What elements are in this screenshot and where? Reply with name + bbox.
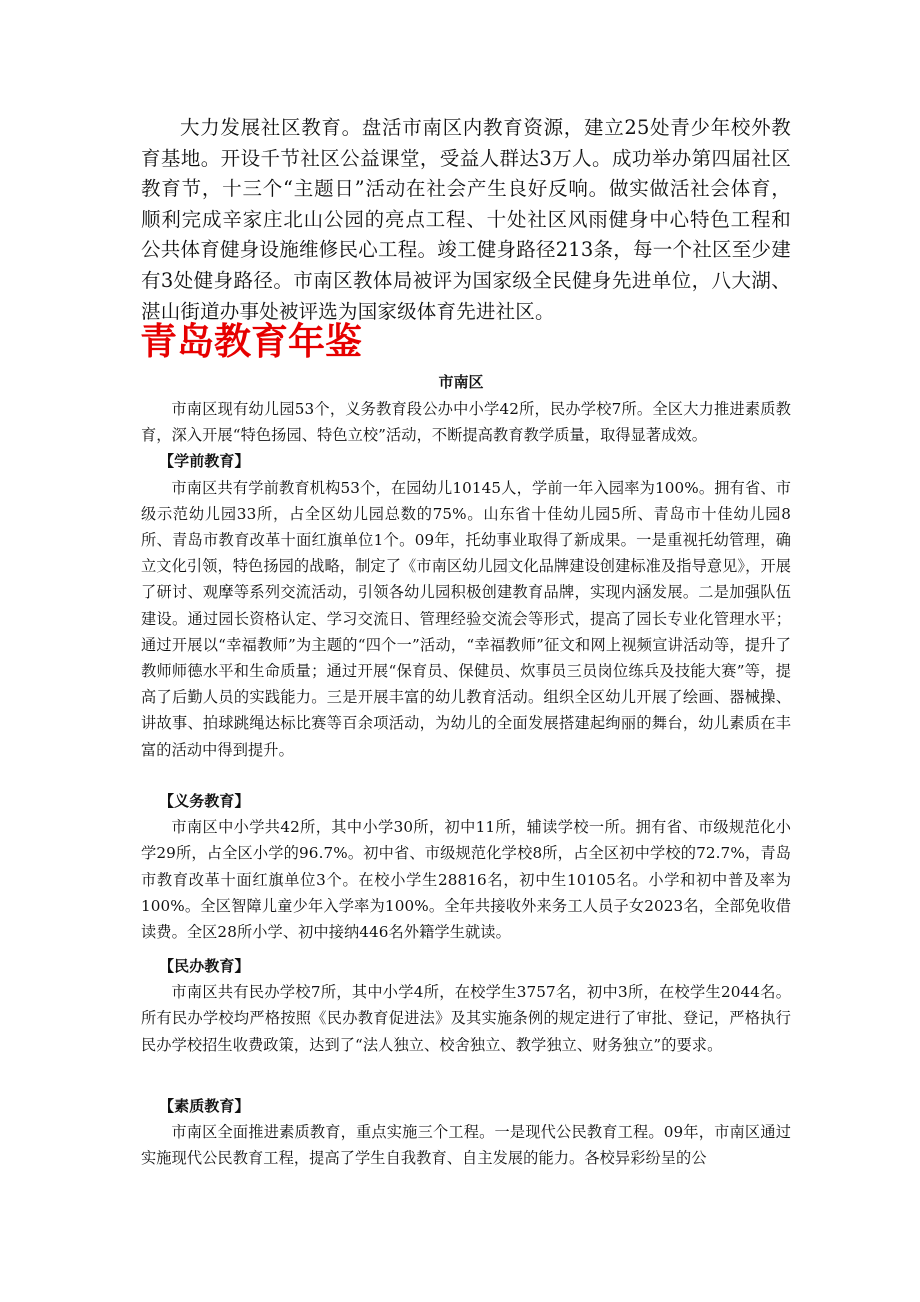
section-heading-private: 【民办教育】 bbox=[159, 957, 250, 975]
quality-block bbox=[141, 1093, 791, 1172]
preschool-block bbox=[141, 396, 791, 763]
private-block bbox=[141, 953, 791, 1058]
section-text-compulsory: 市南区中小学共42所，其中小学30所，初中11所，辅读学校一所。拥有省、市级规范化小学29所，占全区小学的96.7%。初中省、市级规范化学校8所，占全区初中学校的72.7%，青岛市教育改革十面红旗单位3个。在校小学生28816名，初中生10105名。小学和初中普及率为100%。全区智障儿童少年入学率为100%。全年共接收外来务工人员子女2023名，全部免收借读费。全区28所小学、初中接纳446名外籍学生就读。 bbox=[141, 818, 791, 942]
overview-paragraph: 市南区现有幼儿园53个，义务教育段公办中小学42所，民办学校7所。全区大力推进素质教育，深入开展“特色扬园、特色立校”活动，不断提高教育教学质量，取得显著成效。 bbox=[141, 400, 791, 445]
section-heading-preschool: 【学前教育】 bbox=[159, 452, 250, 471]
intro-paragraph: 大力发展社区教育。盘活市南区内教育资源，建立25处青少年校外教育基地。开设千节社区公益课堂，受益人群达3万人。成功举办第四届社区教育节，十三个“主题日”活动在社会产生良好反响。做实做活社会体育，顺利完成辛家庄北山公园的亮点工程、十处社区风雨健身中心特色工程和公共体育健身设施维修民心工程。竣工健身路径213条，每一个社区至少建有3处健身路径。市南区教体局被评为国家级全民健身先进单位，八大湖、湛山街道办事处被评选为国家级体育先进社区。 bbox=[141, 116, 791, 323]
section-text-preschool: 市南区共有学前教育机构53个，在园幼儿10145人，学前一年入园率为100%。拥有省、市级示范幼儿园33所，占全区幼儿园总数的75%。山东省十佳幼儿园5所、青岛市十佳幼儿园8所、青岛市教育改革十面红旗单位1个。09年，托幼事业取得了新成果。一是重视托幼管理，确立文化引领，特色扬园的战略，制定了《市南区幼儿园文化品牌建设创建标准及指导意见》，开展了研讨、观摩等系列交流活动，引领各幼儿园积极创建教育品牌，实现内涵发展。二是加强队伍建设。通过园长资格认定、学习交流日、管理经验交流会等形式，提高了园长专业化管理水平；通过开展以“幸福教师”为主题的“四个一”活动，“幸福教师”征文和网上视频宣讲活动等，提升了教师师德水平和生命质量；通过开展“保育员、保健员、炊事员三员岗位练兵及技能大赛”等，提高了后勤人员的实践能力。三是开展丰富的幼儿教育活动。组织全区幼儿开展了绘画、器械操、讲故事、拍球跳绳达标比赛等百余项活动，为幼儿的全面发展搭建起绚丽的舞台，幼儿素质在丰富的活动中得到提升。 bbox=[141, 478, 791, 759]
district-title: 市南区 bbox=[438, 373, 484, 391]
intro-section bbox=[141, 113, 791, 327]
section-text-quality: 市南区全面推进素质教育，重点实施三个工程。一是现代公民教育工程。09年，市南区通过实施现代公民教育工程，提高了学生自我教育、自主发展的能力。各校异彩纷呈的公 bbox=[141, 1123, 791, 1168]
yearbook-title: 青岛教育年鉴 bbox=[140, 320, 362, 363]
section-heading-quality: 【素质教育】 bbox=[159, 1097, 250, 1115]
section-heading-compulsory: 【义务教育】 bbox=[159, 792, 250, 810]
compulsory-block bbox=[141, 788, 791, 945]
section-text-private: 市南区共有民办学校7所，其中小学4所，在校学生3757名，初中3所，在校学生2044名。所有民办学校均严格按照《民办教育促进法》及其实施条例的规定进行了审批、登记，严格执行民办学校招生收费政策，达到了“法人独立、校舍独立、教学独立、财务独立”的要求。 bbox=[141, 983, 791, 1054]
